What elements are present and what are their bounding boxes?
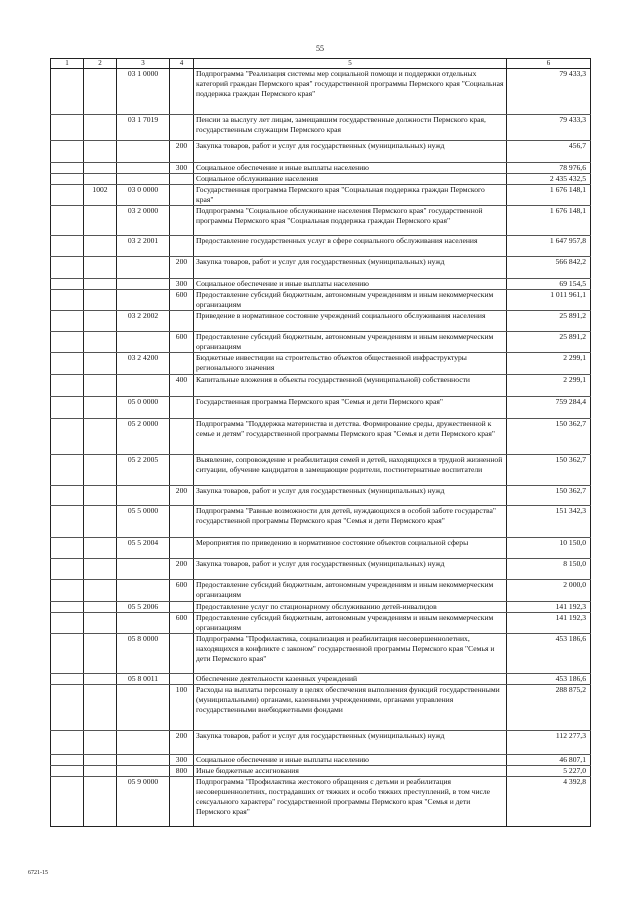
table-row xyxy=(51,486,591,506)
cell-c5: Подпрограмма "Равные возможности для детей, нуждающихся в особой заботе государства" государственной программы Пермского края "Семья и дети Пермского края" xyxy=(194,506,507,538)
cell-c1 xyxy=(51,455,84,486)
cell-c5: Социальное обеспечение и иные выплаты населению xyxy=(194,163,507,174)
cell-c1 xyxy=(51,766,84,777)
cell-c6: 150 362,7 xyxy=(507,455,591,486)
table-row xyxy=(51,634,591,674)
cell-c1 xyxy=(51,375,84,397)
table-row xyxy=(51,685,591,731)
cell-c2 xyxy=(84,236,117,257)
cell-c2 xyxy=(84,602,117,613)
cell-c6: 46 807,1 xyxy=(507,755,591,766)
cell-c4: 600 xyxy=(170,613,194,634)
cell-c1 xyxy=(51,634,84,674)
cell-c1 xyxy=(51,580,84,602)
table-row xyxy=(51,290,591,311)
table-row xyxy=(51,731,591,755)
cell-c3: 03 2 2001 xyxy=(117,236,170,257)
cell-c3: 03 1 7019 xyxy=(117,115,170,141)
cell-c6: 141 192,3 xyxy=(507,613,591,634)
cell-c5: Подпрограмма "Профилактика жестокого обращения с детьми и реабилитация несовершеннолетних, пострадавших от тяжких и особо тяжких преступлений, в том числе сексуального характера" государственной программы Пермского края "Семья и дети Пермского края" xyxy=(194,777,507,827)
cell-c1 xyxy=(51,777,84,827)
cell-c1 xyxy=(51,69,84,115)
table-row xyxy=(51,777,591,827)
cell-c4 xyxy=(170,174,194,185)
cell-c3: 03 0 0000 xyxy=(117,185,170,206)
cell-c5: Государственная программа Пермского края "Социальная поддержка граждан Пермского края" xyxy=(194,185,507,206)
cell-c4 xyxy=(170,506,194,538)
cell-c1 xyxy=(51,311,84,332)
cell-c6: 69 154,5 xyxy=(507,279,591,290)
cell-c3 xyxy=(117,257,170,279)
cell-c4 xyxy=(170,634,194,674)
table-row xyxy=(51,279,591,290)
table-row xyxy=(51,141,591,163)
cell-c2 xyxy=(84,755,117,766)
cell-c4 xyxy=(170,397,194,419)
cell-c1 xyxy=(51,685,84,731)
cell-c4: 300 xyxy=(170,279,194,290)
cell-c5: Предоставление субсидий бюджетным, автономным учреждениям и иным некоммерческим организациям xyxy=(194,613,507,634)
cell-c2 xyxy=(84,613,117,634)
cell-c2 xyxy=(84,685,117,731)
cell-c1 xyxy=(51,163,84,174)
cell-c3: 05 0 0000 xyxy=(117,397,170,419)
cell-c6: 1 011 961,1 xyxy=(507,290,591,311)
cell-c5: Государственная программа Пермского края "Семья и дети Пермского края" xyxy=(194,397,507,419)
cell-c1 xyxy=(51,538,84,559)
budget-table xyxy=(50,58,591,827)
cell-c2 xyxy=(84,141,117,163)
cell-c2 xyxy=(84,353,117,375)
cell-c3: 05 5 2004 xyxy=(117,538,170,559)
header-cell: 2 xyxy=(84,59,117,69)
cell-c2 xyxy=(84,486,117,506)
cell-c2 xyxy=(84,559,117,580)
cell-c6: 112 277,3 xyxy=(507,731,591,755)
cell-c4: 200 xyxy=(170,559,194,580)
cell-c2 xyxy=(84,777,117,827)
cell-c2 xyxy=(84,455,117,486)
table-row xyxy=(51,559,591,580)
header-cell: 1 xyxy=(51,59,84,69)
cell-c3 xyxy=(117,731,170,755)
cell-c1 xyxy=(51,506,84,538)
table-row xyxy=(51,174,591,185)
header-cell: 6 xyxy=(507,59,591,69)
cell-c5: Подпрограмма "Социальное обслуживание населения Пермского края" государственной программы Пермского края "Социальная поддержка граждан Пермского края" xyxy=(194,206,507,236)
table-row xyxy=(51,69,591,115)
cell-c2 xyxy=(84,674,117,685)
cell-c1 xyxy=(51,185,84,206)
cell-c6: 5 227,0 xyxy=(507,766,591,777)
cell-c6: 2 435 432,5 xyxy=(507,174,591,185)
cell-c6: 288 875,2 xyxy=(507,685,591,731)
cell-c5: Бюджетные инвестиции на строительство объектов общественной инфраструктуры регионального значения xyxy=(194,353,507,375)
cell-c3: 03 1 0000 xyxy=(117,69,170,115)
cell-c1 xyxy=(51,486,84,506)
cell-c4 xyxy=(170,115,194,141)
cell-c2: 1002 xyxy=(84,185,117,206)
table-row xyxy=(51,353,591,375)
cell-c4 xyxy=(170,602,194,613)
table-row xyxy=(51,613,591,634)
table-row xyxy=(51,236,591,257)
cell-c1 xyxy=(51,236,84,257)
cell-c5: Предоставление субсидий бюджетным, автономным учреждениям и иным некоммерческим организациям xyxy=(194,332,507,353)
cell-c3 xyxy=(117,755,170,766)
cell-c4 xyxy=(170,777,194,827)
table-row xyxy=(51,375,591,397)
cell-c3 xyxy=(117,613,170,634)
cell-c5: Обеспечение деятельности казенных учреждений xyxy=(194,674,507,685)
cell-c2 xyxy=(84,538,117,559)
cell-c1 xyxy=(51,115,84,141)
cell-c2 xyxy=(84,397,117,419)
cell-c4: 300 xyxy=(170,163,194,174)
cell-c5: Пенсии за выслугу лет лицам, замещавшим государственные должности Пермского края, государственным служащим Пермского края xyxy=(194,115,507,141)
cell-c4 xyxy=(170,206,194,236)
cell-c3 xyxy=(117,279,170,290)
cell-c2 xyxy=(84,257,117,279)
table-row xyxy=(51,332,591,353)
cell-c3 xyxy=(117,332,170,353)
header-cell: 4 xyxy=(170,59,194,69)
cell-c1 xyxy=(51,397,84,419)
cell-c6: 25 891,2 xyxy=(507,311,591,332)
cell-c4 xyxy=(170,538,194,559)
cell-c4: 600 xyxy=(170,580,194,602)
cell-c4: 600 xyxy=(170,290,194,311)
cell-c1 xyxy=(51,141,84,163)
cell-c3: 03 2 0000 xyxy=(117,206,170,236)
cell-c2 xyxy=(84,731,117,755)
cell-c3: 05 5 2006 xyxy=(117,602,170,613)
cell-c5: Расходы на выплаты персоналу в целях обеспечения выполнения функций государственными (муниципальными) органами, казенными учреждениями, органами управления государственными внебюджетными фондами xyxy=(194,685,507,731)
cell-c3 xyxy=(117,141,170,163)
cell-c4 xyxy=(170,455,194,486)
cell-c5: Мероприятия по приведению в нормативное состояние объектов социальной сферы xyxy=(194,538,507,559)
cell-c4: 600 xyxy=(170,332,194,353)
cell-c4 xyxy=(170,353,194,375)
cell-c4: 800 xyxy=(170,766,194,777)
cell-c6: 2 000,0 xyxy=(507,580,591,602)
cell-c1 xyxy=(51,731,84,755)
cell-c6: 4 392,8 xyxy=(507,777,591,827)
cell-c1 xyxy=(51,674,84,685)
cell-c6: 2 299,1 xyxy=(507,353,591,375)
cell-c2 xyxy=(84,419,117,455)
cell-c2 xyxy=(84,115,117,141)
cell-c4: 200 xyxy=(170,486,194,506)
cell-c3 xyxy=(117,163,170,174)
cell-c1 xyxy=(51,279,84,290)
cell-c4: 200 xyxy=(170,731,194,755)
table-row xyxy=(51,580,591,602)
cell-c5: Предоставление субсидий бюджетным, автономным учреждениям и иным некоммерческим организациям xyxy=(194,290,507,311)
cell-c5: Социальное обеспечение и иные выплаты населению xyxy=(194,755,507,766)
cell-c6: 1 676 148,1 xyxy=(507,185,591,206)
cell-c4: 200 xyxy=(170,141,194,163)
cell-c4: 300 xyxy=(170,755,194,766)
cell-c1 xyxy=(51,602,84,613)
cell-c5: Выявление, сопровождение и реабилитация семей и детей, находящихся в трудной жизненной ситуации, обучение кандидатов в замещающие родители, постинтернатные воспитатели xyxy=(194,455,507,486)
cell-c4 xyxy=(170,236,194,257)
cell-c2 xyxy=(84,311,117,332)
cell-c2 xyxy=(84,766,117,777)
cell-c5: Приведение в нормативное состояние учреждений социального обслуживания населения xyxy=(194,311,507,332)
cell-c6: 1 676 148,1 xyxy=(507,206,591,236)
header-cell: 5 xyxy=(194,59,507,69)
table-row xyxy=(51,206,591,236)
cell-c6: 141 192,3 xyxy=(507,602,591,613)
cell-c4 xyxy=(170,311,194,332)
cell-c1 xyxy=(51,206,84,236)
cell-c5: Закупка товаров, работ и услуг для государственных (муниципальных) нужд xyxy=(194,731,507,755)
cell-c4: 100 xyxy=(170,685,194,731)
cell-c5: Подпрограмма "Реализация системы мер социальной помощи и поддержки отдельных категорий граждан Пермского края" государственной программы Пермского края "Социальная поддержка граждан Пермского края" xyxy=(194,69,507,115)
document-code: 6721-15 xyxy=(28,870,48,876)
cell-c5: Закупка товаров, работ и услуг для государственных (муниципальных) нужд xyxy=(194,559,507,580)
cell-c6: 2 299,1 xyxy=(507,375,591,397)
cell-c6: 150 362,7 xyxy=(507,419,591,455)
header-row xyxy=(51,59,591,69)
cell-c5: Предоставление субсидий бюджетным, автономным учреждениям и иным некоммерческим организациям xyxy=(194,580,507,602)
cell-c1 xyxy=(51,353,84,375)
cell-c2 xyxy=(84,634,117,674)
table-body xyxy=(51,69,591,827)
cell-c6: 566 842,2 xyxy=(507,257,591,279)
header-cell: 3 xyxy=(117,59,170,69)
table-row xyxy=(51,115,591,141)
cell-c4 xyxy=(170,419,194,455)
cell-c1 xyxy=(51,755,84,766)
cell-c6: 1 647 957,8 xyxy=(507,236,591,257)
cell-c3: 05 2 0000 xyxy=(117,419,170,455)
cell-c2 xyxy=(84,279,117,290)
cell-c5: Закупка товаров, работ и услуг для государственных (муниципальных) нужд xyxy=(194,257,507,279)
cell-c4: 200 xyxy=(170,257,194,279)
cell-c3: 03 2 2002 xyxy=(117,311,170,332)
cell-c6: 8 150,0 xyxy=(507,559,591,580)
cell-c3 xyxy=(117,580,170,602)
cell-c6: 79 433,3 xyxy=(507,115,591,141)
cell-c1 xyxy=(51,613,84,634)
cell-c2 xyxy=(84,332,117,353)
cell-c2 xyxy=(84,206,117,236)
table-row xyxy=(51,755,591,766)
cell-c5: Подпрограмма "Поддержка материнства и детства. Формирование среды, дружественной к семье и детям" государственной программы Пермского края "Семья и дети Пермского края" xyxy=(194,419,507,455)
cell-c4 xyxy=(170,69,194,115)
cell-c2 xyxy=(84,375,117,397)
table-row xyxy=(51,311,591,332)
table-row xyxy=(51,163,591,174)
cell-c2 xyxy=(84,69,117,115)
table-row xyxy=(51,602,591,613)
cell-c1 xyxy=(51,332,84,353)
cell-c2 xyxy=(84,290,117,311)
table-row xyxy=(51,257,591,279)
cell-c3: 05 9 0000 xyxy=(117,777,170,827)
cell-c5: Социальное обеспечение и иные выплаты населению xyxy=(194,279,507,290)
cell-c6: 456,7 xyxy=(507,141,591,163)
cell-c6: 453 186,6 xyxy=(507,634,591,674)
cell-c6: 78 976,6 xyxy=(507,163,591,174)
table-row xyxy=(51,766,591,777)
cell-c1 xyxy=(51,290,84,311)
cell-c6: 151 342,3 xyxy=(507,506,591,538)
cell-c5: Подпрограмма "Профилактика, социализация и реабилитация несовершеннолетних, находящихся в конфликте с законом" государственной программы Пермского края "Семья и дети Пермского края" xyxy=(194,634,507,674)
cell-c3: 05 2 2005 xyxy=(117,455,170,486)
table-row xyxy=(51,538,591,559)
cell-c6: 453 186,6 xyxy=(507,674,591,685)
cell-c3 xyxy=(117,685,170,731)
cell-c3 xyxy=(117,290,170,311)
cell-c1 xyxy=(51,419,84,455)
cell-c6: 25 891,2 xyxy=(507,332,591,353)
cell-c3 xyxy=(117,766,170,777)
table-row xyxy=(51,674,591,685)
cell-c6: 79 433,3 xyxy=(507,69,591,115)
cell-c6: 10 150,0 xyxy=(507,538,591,559)
cell-c6: 150 362,7 xyxy=(507,486,591,506)
cell-c5: Капитальные вложения в объекты государственной (муниципальной) собственности xyxy=(194,375,507,397)
cell-c3 xyxy=(117,375,170,397)
table-row xyxy=(51,455,591,486)
cell-c6: 759 284,4 xyxy=(507,397,591,419)
cell-c3 xyxy=(117,559,170,580)
cell-c2 xyxy=(84,506,117,538)
table-row xyxy=(51,397,591,419)
cell-c2 xyxy=(84,163,117,174)
cell-c3: 05 5 0000 xyxy=(117,506,170,538)
table-row xyxy=(51,419,591,455)
page-number: 55 xyxy=(316,44,324,53)
table-row xyxy=(51,506,591,538)
cell-c3: 05 8 0011 xyxy=(117,674,170,685)
cell-c4 xyxy=(170,674,194,685)
cell-c5: Предоставление государственных услуг в сфере социального обслуживания населения xyxy=(194,236,507,257)
cell-c5: Предоставление услуг по стационарному обслуживанию детей-инвалидов xyxy=(194,602,507,613)
table-row xyxy=(51,185,591,206)
cell-c5: Социальное обслуживание населения xyxy=(194,174,507,185)
cell-c5: Закупка товаров, работ и услуг для государственных (муниципальных) нужд xyxy=(194,141,507,163)
cell-c2 xyxy=(84,580,117,602)
cell-c5: Иные бюджетные ассигнования xyxy=(194,766,507,777)
cell-c4: 400 xyxy=(170,375,194,397)
cell-c1 xyxy=(51,257,84,279)
cell-c3 xyxy=(117,174,170,185)
cell-c3: 05 8 0000 xyxy=(117,634,170,674)
cell-c1 xyxy=(51,559,84,580)
cell-c1 xyxy=(51,174,84,185)
cell-c4 xyxy=(170,185,194,206)
cell-c5: Закупка товаров, работ и услуг для государственных (муниципальных) нужд xyxy=(194,486,507,506)
cell-c3 xyxy=(117,486,170,506)
cell-c3: 03 2 4200 xyxy=(117,353,170,375)
cell-c2 xyxy=(84,174,117,185)
